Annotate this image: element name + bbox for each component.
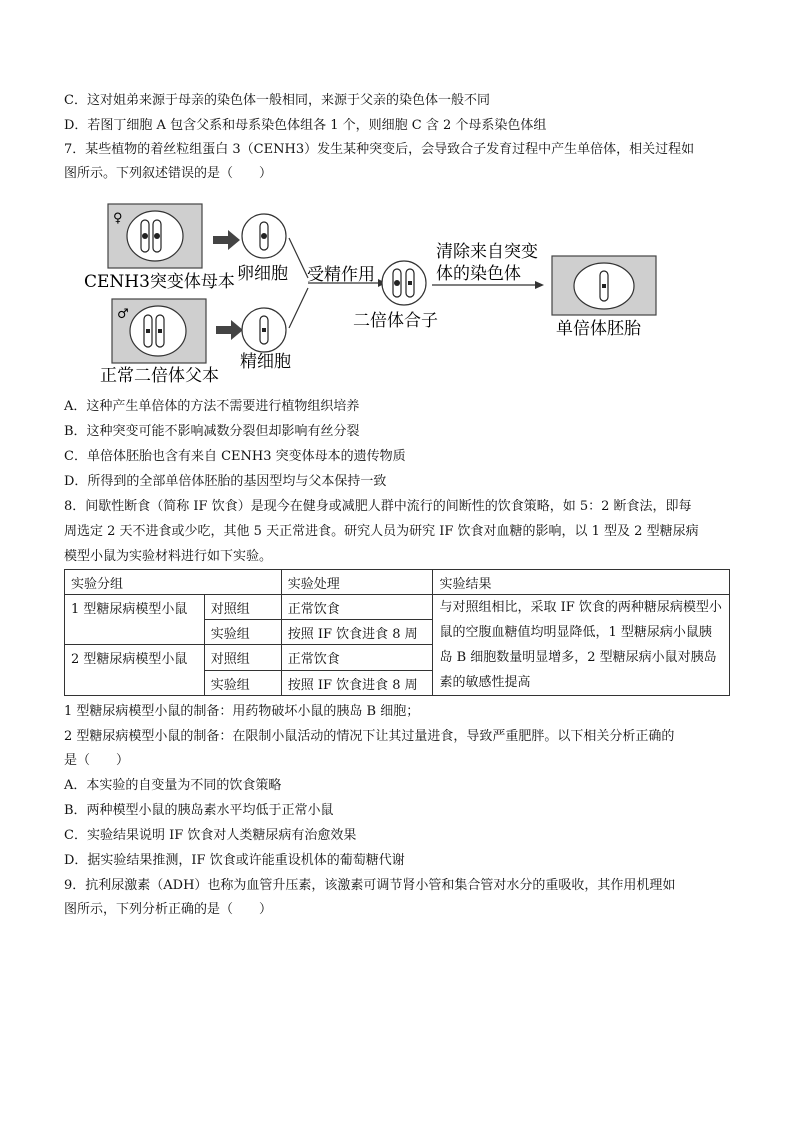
q7-option-b: B．这种突变可能不影响减数分裂但却影响有丝分裂 [64,424,360,439]
q9-stem-line2: 图所示，下列分析正确的是（ ） [64,902,273,917]
q8-stem-line3: 模型小鼠为实验材料进行如下实验。 [64,549,273,564]
haploid-diagram [0,0,794,400]
header-result: 实验结果 [433,570,730,595]
q8-note-1: 1 型糖尿病模型小鼠的制备：用药物破坏小鼠的胰岛 B 细胞； [64,704,420,719]
embryo-label: 单倍体胚胎 [556,319,641,339]
q8-stem-line2: 周选定 2 天不进食或少吃，其他 5 天正常进食。研究人员为研究 IF 饮食对血糖的影响，以 1 型及 2 型糖尿病 [64,524,699,539]
q7-option-c: C．单倍体胚胎也含有来自 CENH3 突变体母本的遗传物质 [64,449,406,464]
header-group: 实验分组 [65,570,282,595]
removal-label-line1: 清除来自突变 [436,242,538,262]
type1-control-treatment: 正常饮食 [281,595,433,620]
fertilization-label: 受精作用 [307,265,375,285]
header-treatment: 实验处理 [281,570,433,595]
q7-stem-line1: 7．某些植物的着丝粒组蛋白 3（CENH3）发生某种突变后，会导致合子发育过程中产生单倍体，相关过程如 [64,142,695,157]
type1-control: 对照组 [204,595,281,620]
removal-label-line2: 体的染色体 [436,264,521,284]
q8-option-a: A．本实验的自变量为不同的饮食策略 [64,778,282,793]
egg-label: 卵细胞 [237,264,288,284]
arrow-to-egg [213,230,240,250]
male-symbol: ♂ [117,307,129,322]
q8-option-d: D．据实验结果推测，IF 饮食或许能重设机体的葡萄糖代谢 [64,853,405,868]
q6-option-c: C．这对姐弟来源于母亲的染色体一般相同，来源于父亲的染色体一般不同 [64,93,490,108]
zygote-label: 二倍体合子 [353,311,438,331]
q8-note-2: 2 型糖尿病模型小鼠的制备：在限制小鼠活动的情况下让其过量进食，导致严重肥胖。以下相关分析正确的 [64,729,675,744]
q6-option-d: D．若图丁细胞 A 包含父系和母系染色体组各 1 个，则细胞 C 含 2 个母系染色体组 [64,118,547,133]
q8-option-c: C．实验结果说明 IF 饮食对人类糖尿病有治愈效果 [64,828,357,843]
q9-stem-line1: 9．抗利尿激素（ADH）也称为血管升压素，该激素可调节肾小管和集合管对水分的重吸收，其作用机理如 [64,878,676,893]
type1-mice: 1 型糖尿病模型小鼠 [65,595,205,645]
q8-option-b: B．两种模型小鼠的胰岛素水平均低于正常小鼠 [64,803,334,818]
type2-experiment: 实验组 [204,671,281,696]
zygote-cell [382,261,426,305]
q8-stem-line1: 8．间歇性断食（简称 IF 饮食）是现今在健身或减肥人群中流行的间断性的饮食策略，如 5：2 断食法，即每 [64,499,692,514]
female-symbol: ♀ [113,211,123,226]
q7-stem-line2: 图所示。下列叙述错误的是（ ） [64,166,273,181]
type2-mice: 2 型糖尿病模型小鼠 [65,645,205,696]
experiment-result: 与对照组相比，采取 IF 饮食的两种糖尿病模型小鼠的空腹血糖值均明显降低，1 型糖尿病小鼠胰岛 B 细胞数量明显增多，2 型糖尿病小鼠对胰岛素的敏感性提高 [433,595,730,696]
type1-experiment: 实验组 [204,620,281,645]
father-label: 正常二倍体父本 [100,366,219,386]
q8-note-3: 是（ ） [64,753,130,768]
q7-option-d: D．所得到的全部单倍体胚胎的基因型均与父本保持一致 [64,474,387,489]
mother-label: CENH3突变体母本 [84,272,235,292]
sperm-label: 精细胞 [240,352,291,372]
type1-experiment-treatment: 按照 IF 饮食进食 8 周 [281,620,433,645]
type2-control-treatment: 正常饮食 [281,645,433,671]
type2-control: 对照组 [204,645,281,671]
q7-option-a: A．这种产生单倍体的方法不需要进行植物组织培养 [64,399,360,414]
arrow-to-sperm [216,320,243,340]
type2-experiment-treatment: 按照 IF 饮食进食 8 周 [281,671,433,696]
experiment-table [64,569,730,696]
